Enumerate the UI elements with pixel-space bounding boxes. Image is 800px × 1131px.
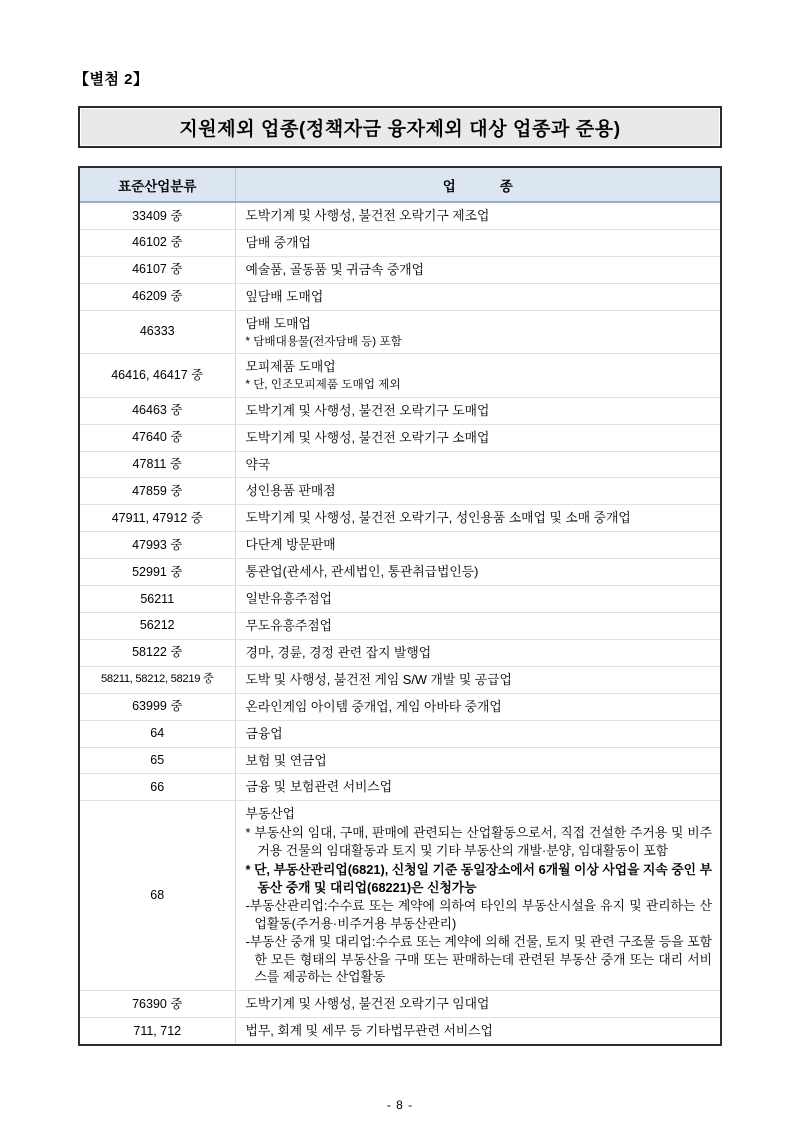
cell-industry-text: 도박기계 및 사행성, 불건전 오락기구 임대업	[245, 996, 490, 1012]
cell-industry	[235, 559, 720, 586]
cell-industry	[235, 451, 720, 478]
table-row	[80, 229, 720, 256]
column-header-code: 표준산업분류	[80, 168, 235, 202]
cell-industry	[235, 639, 720, 666]
cell-industry-text: 도박기계 및 사행성, 불건전 오락기구 소매업	[245, 429, 490, 445]
cell-code: 76390 중	[80, 991, 235, 1018]
cell-industry-text: 도박 및 사행성, 불건전 게임 S/W 개발 및 공급업	[245, 671, 512, 687]
cell-industry	[235, 202, 720, 229]
table-row	[80, 202, 720, 229]
cell-code: 47911, 47912 중	[80, 505, 235, 532]
column-header-industry: 업 종	[235, 168, 720, 202]
realestate-sub-1: -부동산관리업:수수료 또는 계약에 의하여 타인의 부동산시설을 유지 및 관리하는 산업활동(주거용·비주거용 부동산관리)	[245, 897, 712, 931]
cell-industry	[235, 693, 720, 720]
cell-industry	[235, 612, 720, 639]
cell-industry-note: * 담배대용물(전자담배 등) 포함	[245, 334, 402, 348]
cell-industry-realestate	[235, 801, 720, 991]
cell-code: 46107 중	[80, 256, 235, 283]
cell-industry	[235, 256, 720, 283]
cell-industry	[235, 478, 720, 505]
cell-code: 46333	[80, 310, 235, 354]
table-row	[80, 720, 720, 747]
realestate-heading: 부동산업	[245, 806, 295, 822]
cell-industry-text: 무도유흥주점업	[245, 617, 333, 633]
cell-code: 68	[80, 801, 235, 991]
cell-code: 52991 중	[80, 559, 235, 586]
cell-code: 56212	[80, 612, 235, 639]
realestate-sub-2: -부동산 중개 및 대리업:수수료 또는 계약에 의해 건물, 토지 및 관련 구조물 등을 포함한 모든 형태의 부동산을 구매 또는 판매하는데 관련된 부동산 중개 또는 대리 서비스를 제공하는 산업활동	[245, 933, 712, 985]
cell-industry	[235, 747, 720, 774]
table-row	[80, 424, 720, 451]
table-row	[80, 801, 720, 991]
cell-industry	[235, 229, 720, 256]
cell-code: 63999 중	[80, 693, 235, 720]
cell-industry-text: 온라인게임 아이템 중개업, 게임 아바타 중개업	[245, 698, 502, 714]
table-row	[80, 256, 720, 283]
table-row	[80, 505, 720, 532]
cell-industry	[235, 586, 720, 613]
table-row	[80, 586, 720, 613]
cell-industry-text: 일반유흥주점업	[245, 591, 333, 607]
attachment-label: 【별첨 2】	[74, 71, 149, 88]
cell-industry-text: 약국	[245, 456, 271, 472]
document-title-box	[78, 106, 722, 148]
cell-code: 56211	[80, 586, 235, 613]
cell-industry	[235, 1018, 720, 1044]
cell-industry	[235, 720, 720, 747]
table-row	[80, 666, 720, 693]
cell-industry	[235, 532, 720, 559]
page-number-footer: - 8 -	[386, 1098, 414, 1112]
cell-industry-text: 다단계 방문판매	[245, 537, 336, 553]
cell-industry-text: 통관업(관세사, 관세법인, 통관취급법인등)	[245, 564, 479, 580]
cell-code: 47993 중	[80, 532, 235, 559]
cell-code: 46463 중	[80, 397, 235, 424]
cell-industry-text: 도박기계 및 사행성, 불건전 오락기구 제조업	[245, 208, 490, 223]
cell-code: 47640 중	[80, 424, 235, 451]
table-row	[80, 1018, 720, 1044]
cell-industry-text: 담배 도매업	[245, 315, 311, 331]
realestate-bullet-2: * 단, 부동산관리업(6821), 신청일 기준 동일장소에서 6개월 이상 사업을 지속 중인 부동산 중개 및 대리업(68221)은 신청가능	[245, 862, 712, 895]
table-row	[80, 774, 720, 801]
cell-code: 47859 중	[80, 478, 235, 505]
table-row	[80, 354, 720, 398]
table-row	[80, 693, 720, 720]
realestate-bullet-1: * 부동산의 임대, 구매, 판매에 관련되는 산업활동으로서, 직접 건설한 주거용 및 비주거용 건물의 임대활동과 토지 및 기타 부동산의 개발·분양, 임대활동이 포함	[245, 825, 712, 859]
cell-industry-text: 금융 및 보험관련 서비스업	[245, 779, 393, 795]
cell-code: 46209 중	[80, 283, 235, 310]
cell-code: 47811 중	[80, 451, 235, 478]
cell-industry-text: 성인용품 판매점	[245, 483, 336, 499]
cell-industry-text: 금융업	[245, 725, 283, 741]
page-title: 지원제외 업종(정책자금 융자제외 대상 업종과 준용)	[179, 118, 621, 140]
cell-industry-text: 보험 및 연금업	[245, 752, 327, 768]
cell-industry	[235, 397, 720, 424]
cell-code: 65	[80, 747, 235, 774]
cell-code: 58122 중	[80, 639, 235, 666]
table-row	[80, 310, 720, 354]
cell-code: 64	[80, 720, 235, 747]
cell-industry-note: * 단, 인조모피제품 도매업 제외	[245, 378, 401, 392]
table-header-row	[80, 168, 720, 202]
cell-code: 711, 712	[80, 1018, 235, 1044]
excluded-industries-table-wrap	[78, 166, 722, 1046]
table-row	[80, 639, 720, 666]
table-row	[80, 283, 720, 310]
table-row	[80, 612, 720, 639]
table-row	[80, 451, 720, 478]
cell-industry-text: 예술품, 골동품 및 귀금속 중개업	[245, 261, 424, 277]
cell-code: 58211, 58212, 58219 중	[80, 666, 235, 693]
cell-code: 46416, 46417 중	[80, 354, 235, 398]
cell-industry-text: 도박기계 및 사행성, 불건전 오락기구, 성인용품 소매업 및 소매 중개업	[245, 510, 631, 526]
table-row	[80, 559, 720, 586]
excluded-industries-table	[80, 168, 720, 1044]
cell-industry	[235, 666, 720, 693]
table-row	[80, 397, 720, 424]
cell-industry-text: 모피제품 도매업	[245, 359, 336, 375]
table-body	[80, 168, 720, 1044]
cell-industry-text: 도박기계 및 사행성, 불건전 오락기구 도매업	[245, 402, 490, 418]
cell-code: 33409 중	[80, 202, 235, 229]
cell-industry	[235, 991, 720, 1018]
table-row	[80, 478, 720, 505]
cell-industry-text: 잎담배 도매업	[245, 288, 324, 304]
cell-industry-text: 경마, 경륜, 경정 관련 잡지 발행업	[245, 644, 432, 660]
table-row	[80, 991, 720, 1018]
cell-industry-text: 법무, 회계 및 세무 등 기타법무관련 서비스업	[245, 1023, 493, 1039]
cell-industry	[235, 424, 720, 451]
table-row	[80, 747, 720, 774]
cell-industry	[235, 310, 720, 354]
cell-industry	[235, 354, 720, 398]
cell-code: 66	[80, 774, 235, 801]
cell-industry	[235, 774, 720, 801]
cell-industry	[235, 283, 720, 310]
cell-industry	[235, 505, 720, 532]
cell-industry-text: 담배 중개업	[245, 234, 311, 250]
table-row	[80, 532, 720, 559]
cell-code: 46102 중	[80, 229, 235, 256]
